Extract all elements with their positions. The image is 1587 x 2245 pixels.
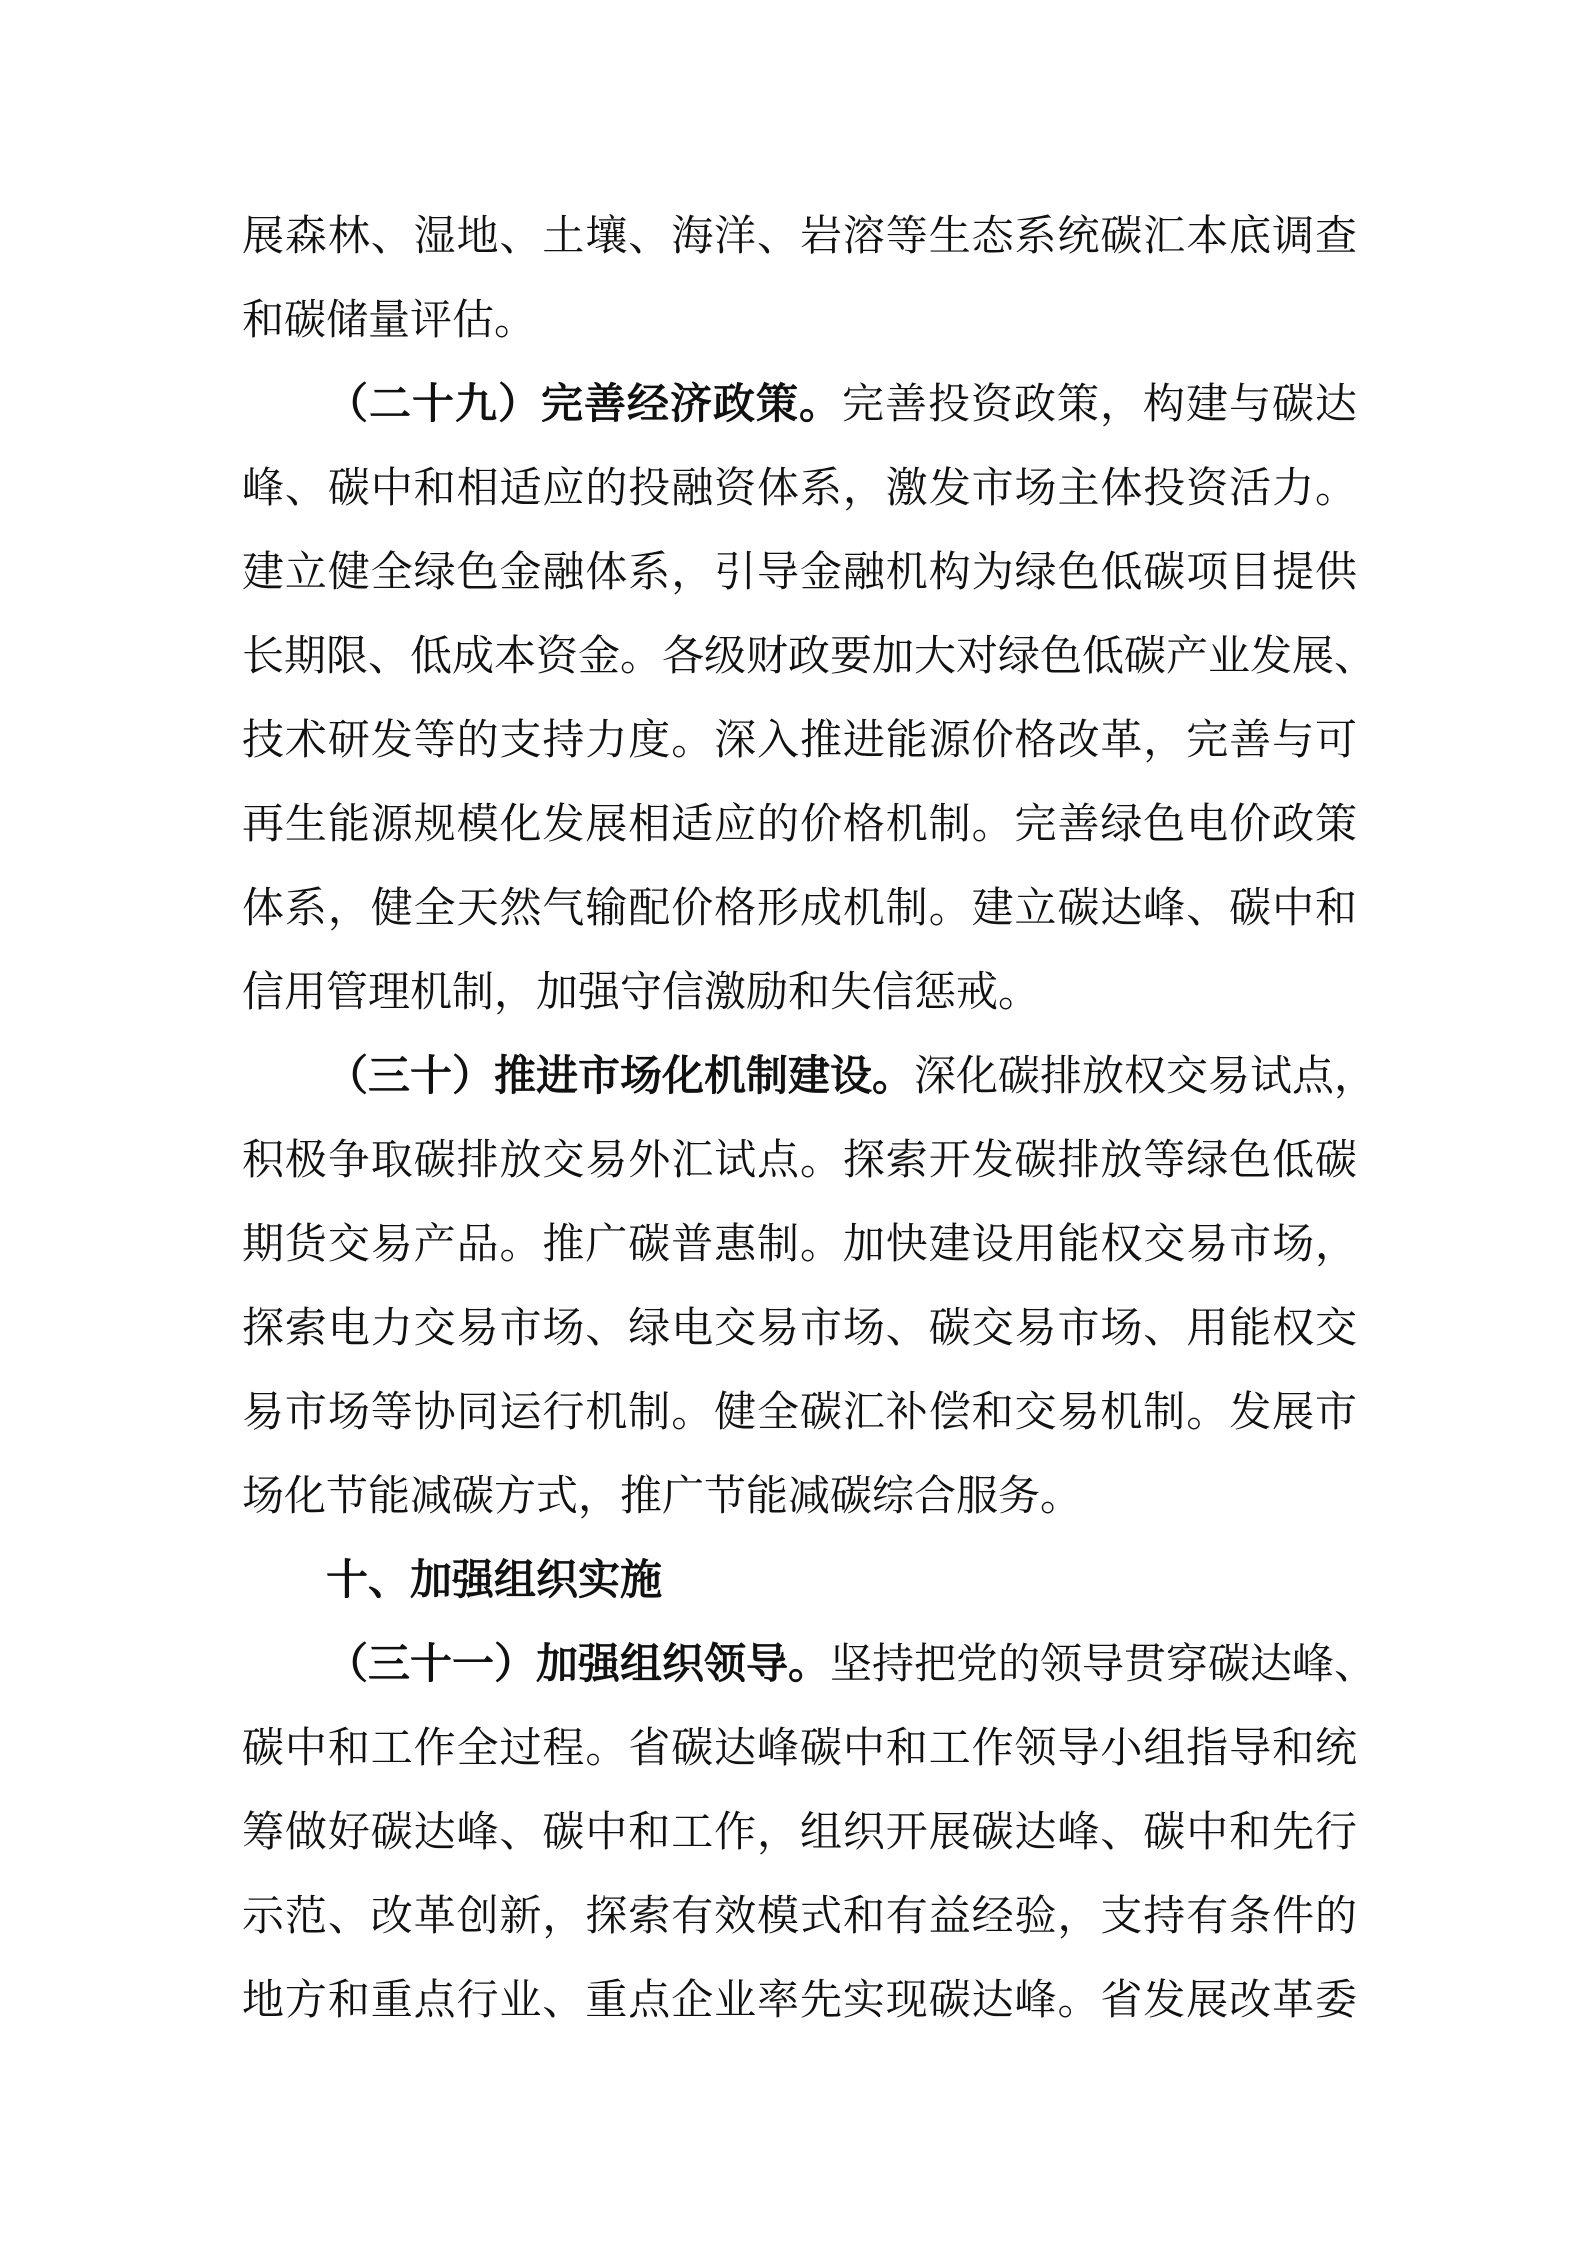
paragraph-text: 完善投资政策，构建与碳达: [841, 379, 1357, 428]
text-line: 技术研发等的支持力度。深入推进能源价格改革，完善与可: [242, 715, 1357, 764]
section-heading: 十、加强组织实施: [326, 1555, 663, 1604]
text-line: 长期限、低成本资金。各级财政要加大对绿色低碳产业发展、: [242, 631, 1377, 680]
paragraph-text: 深化碳排放权交易试点，: [914, 1051, 1377, 1100]
text-line: 建立健全绿色金融体系，引导金融机构为绿色低碳项目提供: [242, 547, 1357, 596]
text-line: 易市场等协同运行机制。健全碳汇补偿和交易机制。发展市: [242, 1387, 1357, 1436]
text-line: 峰、碳中和相适应的投融资体系，激发市场主体投资活力。: [242, 463, 1357, 512]
text-line: 展森林、湿地、土壤、海洋、岩溶等生态系统碳汇本底调查: [242, 211, 1357, 260]
text-line: 碳中和工作全过程。省碳达峰碳中和工作领导小组指导和统: [242, 1723, 1357, 1772]
text-line: 筹做好碳达峰、碳中和工作，组织开展碳达峰、碳中和先行: [242, 1807, 1357, 1856]
text-line: 积极争取碳排放交易外汇试点。探索开发碳排放等绿色低碳: [242, 1135, 1357, 1184]
text-line: 再生能源规模化发展相适应的价格机制。完善绿色电价政策: [242, 799, 1357, 848]
paragraph-first-line: [326, 362, 1357, 446]
text-line: 期货交易产品。推广碳普惠制。加快建设用能权交易市场，: [242, 1219, 1357, 1268]
paragraph-heading: （三十一）加强组织领导。: [326, 1639, 831, 1688]
paragraph-heading: （二十九）完善经济政策。: [326, 379, 842, 428]
text-line: 场化节能减碳方式，推广节能减碳综合服务。: [242, 1471, 1083, 1520]
text-line: 和碳储量评估。: [242, 295, 537, 344]
text-line: 体系，健全天然气输配价格形成机制。建立碳达峰、碳中和: [242, 883, 1357, 932]
paragraph-first-line: [326, 1622, 1377, 1706]
text-line: 信用管理机制，加强守信激励和失信惩戒。: [242, 967, 1041, 1016]
paragraph-first-line: [326, 1034, 1377, 1118]
paragraph-text: 坚持把党的领导贯穿碳达峰、: [830, 1639, 1377, 1688]
text-line: 示范、改革创新，探索有效模式和有益经验，支持有条件的: [242, 1891, 1357, 1940]
text-line: 地方和重点行业、重点企业率先实现碳达峰。省发展改革委: [242, 1975, 1357, 2024]
paragraph-heading: （三十）推进市场化机制建设。: [326, 1051, 915, 1100]
text-line: 探索电力交易市场、绿电交易市场、碳交易市场、用能权交: [242, 1303, 1357, 1352]
